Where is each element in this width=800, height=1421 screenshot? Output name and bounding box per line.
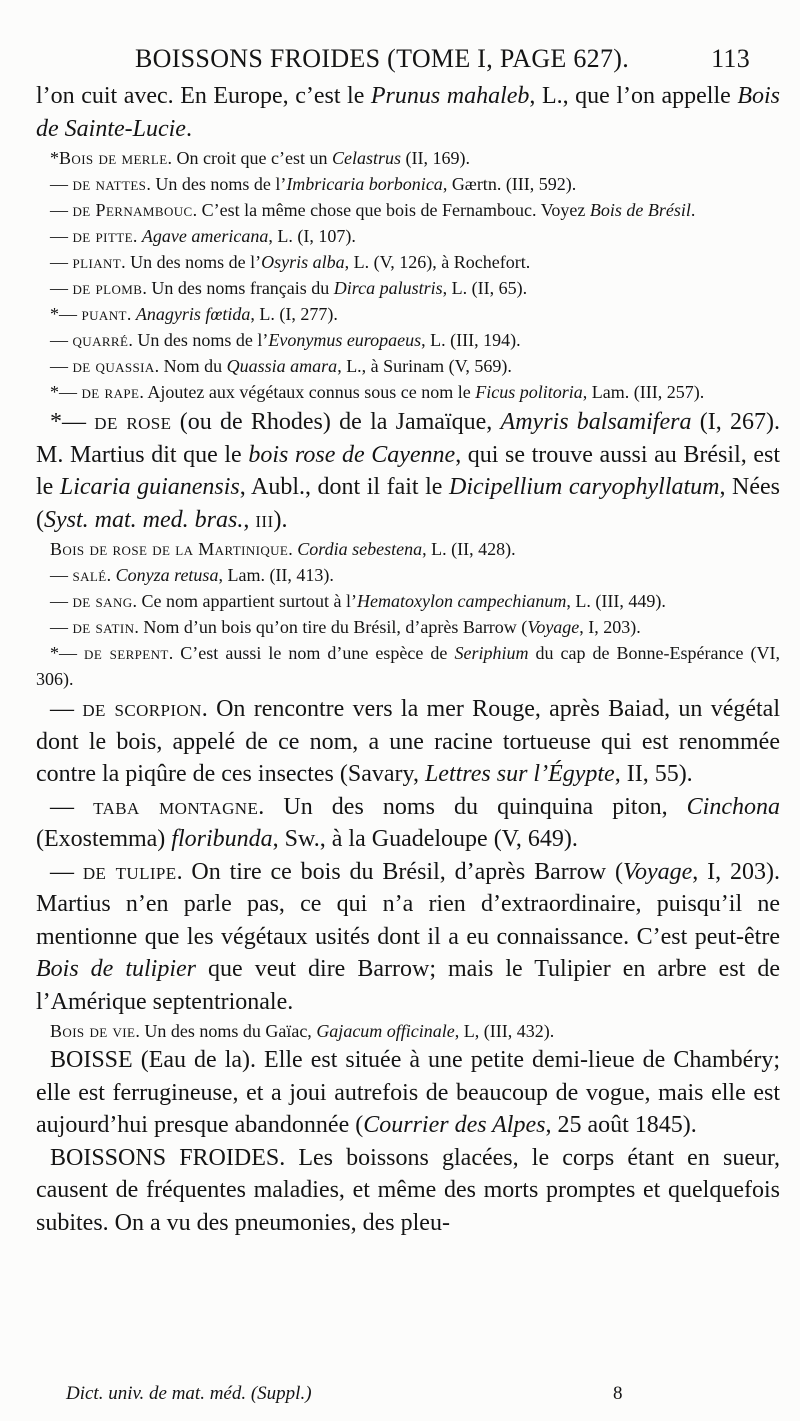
entry-paragraph: — de quassia. Nom du Quassia amara, L., à Surinam (V, 569). — [50, 356, 512, 376]
entry-paragraph: *— de serpent. C’est aussi le nom d’une espèce de Seriphium du cap de Bonne-Espérance (VI, 306). — [36, 643, 781, 689]
page-number: 113 — [711, 44, 750, 73]
entry-paragraph: — taba montagne. Un des noms du quinquina piton, Cinchona (Exostemma) floribunda, Sw., à la Guadeloupe (V, 649). — [36, 793, 780, 852]
entry-paragraph: — de satin. Nom d’un bois qu’on tire du Brésil, d’après Barrow (Voyage, I, 203). — [50, 617, 641, 637]
entry-paragraph: — de Pernambouc. C’est la même chose que bois de Fernambouc. Voyez Bois de Brésil. — [50, 200, 696, 220]
entry-paragraph: *— puant. Anagyris fœtida, L. (I, 277). — [50, 304, 338, 324]
text-body — [36, 80, 780, 1239]
running-title: BOISSONS FROIDES (TOME I, PAGE 627). — [135, 44, 630, 73]
entry-paragraph: Bois de rose de la Martinique. Cordia sebestena, L. (II, 428). — [50, 539, 516, 559]
entry-paragraph: BOISSE (Eau de la). Elle est située à une petite demi-lieue de Chambéry; elle est ferrugineuse, et a joui autrefois de beaucoup de vogue, mais elle est aujourd’hui presque abandonnée (Courrier des Alpes, 25 août 1845). — [36, 1047, 780, 1138]
entry-paragraph: — pliant. Un des noms de l’Osyris alba, L. (V, 126), à Rochefort. — [50, 252, 531, 272]
entry-paragraph: — salé. Conyza retusa, Lam. (II, 413). — [50, 565, 334, 585]
entry-paragraph: — de pitte. Agave americana, L. (I, 107). — [50, 226, 356, 246]
entry-paragraph: *Bois de merle. On croit que c’est un Celastrus (II, 169). — [50, 148, 470, 168]
entry-paragraph: Bois de vie. Un des noms du Gaïac, Gajacum officinale, L, (III, 432). — [50, 1021, 555, 1041]
entry-paragraph: *— de rape. Ajoutez aux végétaux connus sous ce nom le Ficus politoria, Lam. (III, 257). — [50, 382, 705, 402]
entry-paragraph: l’on cuit avec. En Europe, c’est le Prunus mahaleb, L., que l’on appelle Bois de Sainte-Lucie. — [36, 83, 780, 142]
running-header — [60, 40, 750, 80]
entry-paragraph: — quarré. Un des noms de l’Evonymus europaeus, L. (III, 194). — [50, 330, 521, 350]
entry-paragraph: BOISSONS FROIDES. Les boissons glacées, le corps étant en sueur, causent de fréquentes maladies, et même des morts promptes et quelquefois subites. On a vu des pneumonies, des pleu- — [36, 1144, 780, 1236]
signature-mark: 8 — [613, 1383, 623, 1404]
footer-source: Dict. univ. de mat. méd. (Suppl.) — [66, 1383, 312, 1404]
entry-paragraph: *— de rose (ou de Rhodes) de la Jamaïque, Amyris balsamifera (I, 267). M. Martius dit que le bois rose de Cayenne, qui se trouve aussi au Brésil, est le Licaria guianensis, Aubl., dont il fait le Dicipellium caryophyllatum, Nées (Syst. mat. med. bras., iii). — [36, 409, 781, 533]
entry-paragraph: — de nattes. Un des noms de l’Imbricaria borbonica, Gærtn. (III, 592). — [50, 174, 577, 194]
entry-paragraph: — de plomb. Un des noms français du Dirca palustris, L. (II, 65). — [50, 278, 528, 298]
entry-paragraph: — de tulipe. On tire ce bois du Brésil, d’après Barrow (Voyage, I, 203). Martius n’en parle pas, ce qui n’a rien d’extraordinaire, puisqu’il ne mentionne que les végétaux usités dont il a eu connaissance. C’est peut-être Bois de tulipier que veut dire Barrow; mais le Tulipier en arbre est de l’Amérique septentrionale. — [36, 858, 781, 1015]
entry-paragraph: — de scorpion. On rencontre vers la mer Rouge, après Baiad, un végétal dont le bois, appelé de ce nom, a une racine tortueuse qui est renommée contre la piqûre de ces insectes (Savary, Lettres sur l’Égypte, II, 55). — [36, 696, 780, 787]
entry-paragraph: — de sang. Ce nom appartient surtout à l’Hematoxylon campechianum, L. (III, 449). — [50, 591, 666, 611]
